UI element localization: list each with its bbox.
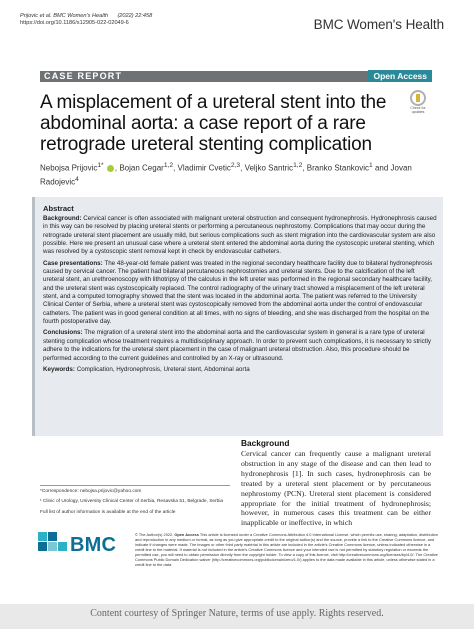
- abstract-conclusions-text: The migration of a ureteral stent into the abdominal aorta and the cardiovascular system in general is a rare type of ureteral stenting complication whose treatment requires a multidisciplinary approach. In order to prevent such complications, it is necessary to strictly adhere to the indications for the ureteral stent placement in the case of malignant ureteral obstruction. Also, this procedure should be performed according to the current guidelines and controlled by an X-ray or ultrasound.: [43, 329, 432, 362]
- abstract-box: [32, 197, 443, 436]
- abstract-background-text: Cervical cancer is often associated with malignant ureteral obstruction and consequent hydronephrosis. Hydronephrosis caused in this way can be resolved by placing ureteral stents or performing a percutaneous nephrostomy. Complications that may occur during the retrograde ureteral stent placement are usually mild, but serious complications such as stent migration into the cardiovascular system are also possible. Here we present an unusual case where a ureteral stent entered the abdominal aorta during the cystoscopic ureteral stenting, which was resolved by a cystoscopic stent removal kept in check by endovascular catheters.: [43, 215, 437, 256]
- author-affiliation-sup: 4: [75, 175, 79, 183]
- author-name[interactable]: and Jovan Radojevic: [40, 163, 412, 187]
- crossmark-label-1: Check for: [410, 106, 426, 110]
- author-list: [40, 160, 450, 187]
- citation-line: Prijovic et al. BMC Women's Health: [20, 13, 109, 19]
- abstract-heading: Abstract: [43, 204, 74, 213]
- background-heading: Background: [241, 438, 290, 448]
- open-access-badge: Open Access: [368, 70, 432, 82]
- abstract-keywords: [43, 366, 437, 374]
- affiliation-note: ¹ Clinic of Urology, University Clinical Center of Serbia, Resavska 51, Belgrade, Serbia: [40, 499, 224, 505]
- author-name[interactable]: , Bojan Cegar: [114, 163, 164, 173]
- doi-link[interactable]: https://doi.org/10.1186/s12905-022-02049-6: [20, 20, 129, 27]
- abstract-keywords-text: Complication, Hydronephrosis, Ureteral stent, Abdominal aorta: [74, 365, 250, 373]
- author-name[interactable]: , Vladimir Cvetic: [173, 163, 231, 173]
- author-affiliation-sup: 1,2: [293, 162, 303, 169]
- abstract-conclusions: [43, 329, 437, 362]
- bmc-logo-text: BMC: [70, 534, 117, 556]
- courtesy-footer: Content courtesy of Springer Nature, terms of use apply. Rights reserved.: [90, 608, 384, 619]
- abstract-case: [43, 260, 437, 327]
- abstract-body: [43, 215, 437, 377]
- abstract-case-text: The 48-year-old female patient was treated in the regional secondary healthcare facility due to bilateral hydronephrosis caused by cervical cancer. The patient had bilateral percutaneous nephrostomies and ureteral stents. Due to the calcification of the left ureteral stent, an urethroenoscopy with lithotripsy of the calculus in the left ureter was performed in the regional secondary healthcare facility, and the ureteral stent was cystoscopically replaced. The control radiography of the urinary tract showed a misplacement of the left ureteral stent, and a computed tomography showed that the stent was located in the abdominal aorta. The patient was referred to the University Clinical Center of Serbia, where a ureteral stent was cystoscopically removed from the abdominal aorta under the control of endovascular catheters. The patient was in good general condition at all times, with no signs of bleeding, and she was discharged from the hospital on the fourth postoperative day.: [43, 259, 433, 326]
- body-column-right: [241, 438, 431, 528]
- author-name[interactable]: , Veljko Santric: [240, 163, 294, 173]
- license-body: This article is licensed under a Creative Commons Attribution 4.0 International License, which permits use, sharing, adaptation, distribution and reproduction in any medium or format, as long as you give appropriate credit to the original author(s) and the source, provide a link to the Creative Commons licence, and indicate if changes were made. The images or other third party material in this article are included in the article's Creative Commons licence, unless indicated otherwise in a credit line to the material. If material is not included in the article's Creative Commons licence and your intended use is not permitted by statutory regulation or exceeds the permitted use, you will need to obtain permission directly from the copyright holder. To view a copy of this licence, visit http://creativecommons.org/licenses/by/4.0/. The Creative Commons Public Domain Dedication waiver (http://creativecommons.org/publicdomain/zero/1.0/) applies to the data made available in this article, unless otherwise stated in a credit line to the data.: [135, 532, 438, 567]
- crossmark-icon[interactable]: [406, 90, 430, 120]
- abstract-background-label: Background:: [43, 215, 82, 222]
- abstract-background: [43, 215, 437, 257]
- crossmark-circle: [410, 90, 426, 106]
- author-info-note: Full list of author information is available at the end of the article: [40, 509, 176, 515]
- abstract-conclusions-label: Conclusions:: [43, 329, 83, 337]
- author-affiliation-sup: 1: [369, 162, 373, 169]
- bmc-logo: [38, 532, 118, 558]
- author-name[interactable]: Nebojsa Prijovic: [40, 163, 98, 173]
- author-affiliation-sup: 1,2: [163, 162, 174, 169]
- orcid-icon[interactable]: [107, 165, 114, 172]
- author-name[interactable]: , Branko Stankovic: [302, 163, 370, 173]
- bmc-logo-mark-icon: [38, 532, 68, 558]
- crossmark-label-2: updates: [411, 110, 425, 115]
- license-text: [135, 532, 439, 567]
- author-affiliation-sup: 1*: [97, 162, 104, 169]
- background-text: Cervical cancer can frequently cause a malignant ureteral obstruction in any stage of the disease and can then lead to hydronephrosis [1]. In such cases, hydronephrosis can be treated by a ureteral stent placement or by percutaneous nephrostomy (PCN). Ureteral stent placement is considered appropriate for the initial treatment of hydronephrosis; however, in numerous cases this treatment can be either inapplicable or ineffective, in which: [241, 449, 431, 528]
- abstract-keywords-label: Keywords:: [43, 365, 75, 373]
- footnote-divider: [40, 485, 230, 486]
- author-affiliation-sup: 2,3: [230, 162, 241, 169]
- license-open-access: Open Access: [174, 532, 199, 537]
- article-title: A misplacement of a ureteral stent into the abdominal aorta: a case report of a rare retrograde ureteral stenting complication: [40, 92, 387, 155]
- article-type-banner: [40, 71, 432, 82]
- license-lead: © The Author(s) 2022.: [135, 532, 174, 537]
- citation-year: (2022) 22:458: [117, 13, 153, 19]
- abstract-case-label: Case presentations:: [43, 259, 103, 267]
- correspondence-note: *Correspondence: nebojsa.prijovic@yahoo.com: [40, 488, 142, 494]
- citation-header: [20, 13, 152, 27]
- article-type-label: CASE REPORT: [44, 71, 123, 81]
- footnotes: [40, 485, 230, 520]
- journal-name: BMC Women's Health: [313, 17, 444, 32]
